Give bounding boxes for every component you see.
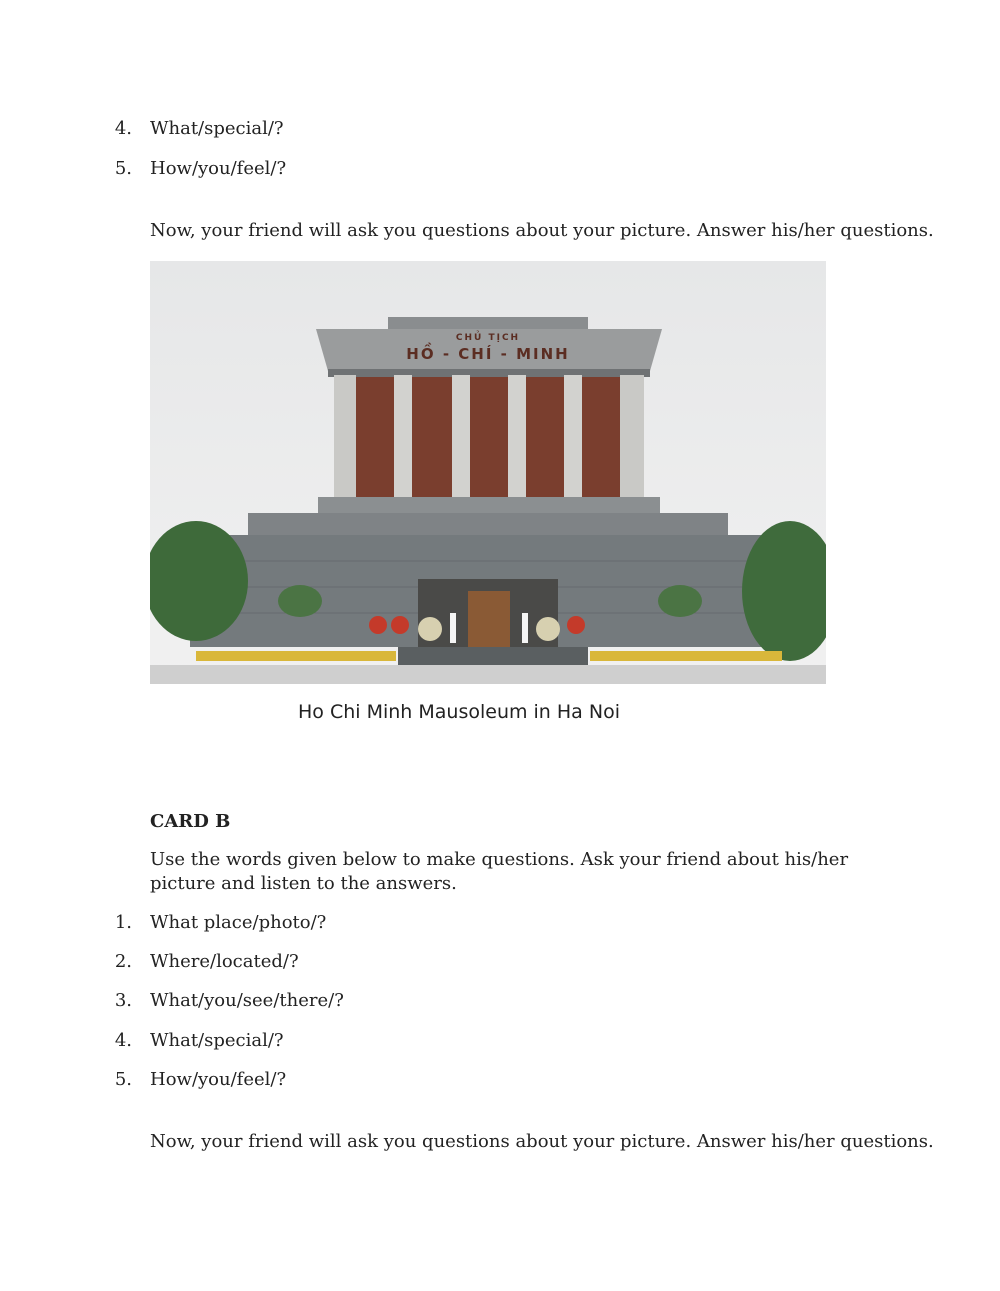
question-prompt: What/you/see/there/? (150, 990, 344, 1011)
list-number: 1. (114, 912, 132, 933)
list-number: 5. (114, 1069, 132, 1090)
card-heading: CARD B (150, 811, 231, 832)
mausoleum-illustration (150, 261, 826, 684)
question-prompt: How/you/feel/? (150, 1069, 287, 1090)
question-prompt: What/special/? (150, 1030, 284, 1051)
sign-top-text: CHỦ TỊCH (455, 333, 521, 343)
list-number: 2. (114, 951, 132, 972)
question-prompt: How/you/feel/? (150, 158, 287, 179)
question-prompt: What/special/? (150, 118, 284, 139)
mausoleum-photo (150, 261, 826, 684)
photo-caption: Ho Chi Minh Mausoleum in Ha Noi (298, 701, 620, 723)
sign-main-text: HỒ - CHÍ - MINH (406, 345, 570, 363)
closing-instruction-b: Now, your friend will ask you questions about your picture. Answer his/her questions. (150, 1131, 934, 1152)
list-number: 4. (114, 118, 132, 139)
list-number: 4. (114, 1030, 132, 1051)
question-prompt: What place/photo/? (150, 912, 327, 933)
list-number: 3. (114, 990, 132, 1011)
card-instruction: Use the words given below to make questions. Ask your friend about his/her picture and listen to the answers. (150, 849, 849, 894)
question-prompt: Where/located/? (150, 951, 299, 972)
list-number: 5. (114, 158, 132, 179)
closing-instruction-a: Now, your friend will ask you questions about your picture. Answer his/her questions. (150, 220, 934, 241)
